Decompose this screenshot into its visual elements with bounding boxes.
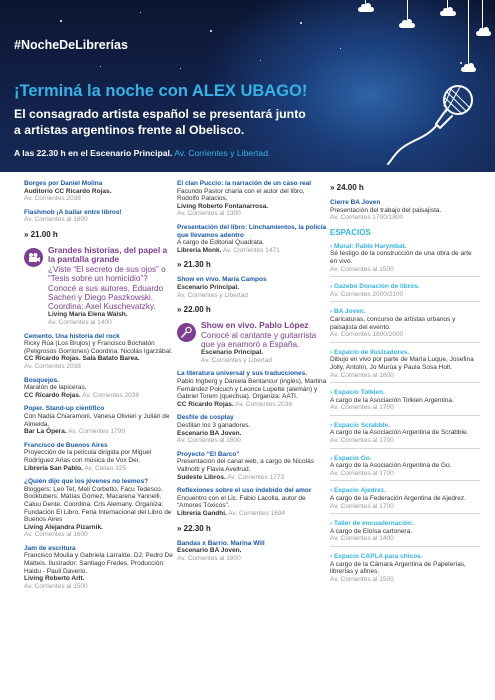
subheadline-line-2: a artistas argentinos frente al Obelisco. [14,123,245,137]
event-title: Presentación del libro: Linchamientos, la policía que llevamos adentro [177,223,327,239]
event-item [330,199,480,222]
event-venue: Living Roberto Arlt. [24,575,85,583]
espacio-item [330,308,480,342]
espacio-title: › Espacio Ajedrez. [330,487,386,495]
event-address: Av. Corrientes 2038 [24,363,81,371]
event-title: Bandas x Barrio. Marina Will [177,539,265,547]
event-venue: Sudeste Libros. [177,473,226,481]
time-heading: » 22.00 h [177,305,211,315]
event-address: Av. Corrientes 1694 [228,509,286,517]
event-item [177,414,327,444]
event-address: Av. Corrientes 1773 [227,473,285,481]
espacio-address: Av. Corrientes al 1700 [330,469,394,477]
espacio-description: A cargo de Eloísa cartonera. [330,527,413,535]
star-decoration [340,48,341,49]
featured-event [24,246,174,327]
time-heading: » 24.00 h [330,183,364,192]
event-title: ¿Quién dijo que los jóvenes no leemos? [24,478,149,486]
event-title: El clan Puccio: la narración de un caso real [177,180,312,187]
divider [330,513,480,514]
espacio-address: Av. Corrientes 1800/2000 [330,331,404,339]
featured-description: ¿Viste “El secreto de sus ojos” o “Tesis sobre un homicidio”? Conocé a sus autores, Eduardo Sacheri y Diego Paszkowski. Coordina: Axel Kuschevatzky. [48,264,166,312]
time-heading: » 21.30 h [177,260,211,270]
espacio-address: Av. Corrientes al 1500 [330,265,394,273]
event-address: Av. Corrientes 1700/1800 [330,214,404,222]
event-title: Jam de escritura [24,544,76,552]
cloud-icon [476,31,491,36]
event-item [24,442,174,472]
event-title: Reflexiones sobre el uso indebido del amor [177,487,312,495]
schedule-column-2 [177,180,327,568]
event-venue: Living Alejandra Pizarnik. [24,523,103,531]
event-address: Av. Corrientes 1799 [68,428,125,436]
espacio-item [330,553,480,583]
espacio-description: Sé testigo de la construcción de una obra de arte en vivo. [330,250,472,265]
espacio-item [330,243,480,277]
event-address: Av. Corrientes al 1300 [177,210,241,218]
event-address: Av. Corrientes al 1800 [24,216,88,224]
time-heading: » 21.00 h [24,229,58,239]
event-venue: CC Ricardo Rojas. [24,391,81,399]
star-decoration [210,30,212,32]
featured-title: Show en vivo. Pablo López [201,320,309,331]
event-venue: Bar La Ópera. [24,428,67,436]
divider [330,342,480,343]
event-venue: Librería Gandhi. [177,509,227,517]
event-item [177,451,327,481]
event-address: Av. Callao 325 [84,464,127,472]
event-item [177,370,327,408]
event-description: Desfilan los 3 ganadores. [177,421,251,429]
event-item [177,487,327,517]
espacio-address: Av. Corrientes al 1700 [330,404,394,412]
espacio-address: Av. Corrientes al 1400 [330,535,394,543]
espacio-address: Av. Corrientes al 1700 [330,437,394,445]
star-decoration [100,66,101,67]
event-title: Cemento. Una historia del rock [24,332,120,340]
cloud-icon [358,7,374,12]
star-decoration [300,22,302,24]
espacio-description: A cargo de la Asociación Tolkien Argentina. [330,396,454,404]
event-item [24,405,174,435]
event-title: Borges por Daniel Molina [24,180,103,187]
espacios-heading: ESPACIOS [330,227,371,237]
event-title: Desfile de cosplay [177,414,234,422]
subheadline-line-1: El consagrado artista español se presentará junto [14,107,306,121]
event-description: Presentación del trabajo del paisajista. [330,206,442,214]
divider [330,382,480,383]
event-address: Av. Corrientes 2038 [235,400,293,408]
divider [330,276,480,277]
espacio-description: A cargo de la Asociación Argentina de Scrabble. [330,429,469,437]
event-item [24,209,174,224]
event-address: Av. Corrientes 1471 [222,246,280,254]
espacio-item [330,422,480,449]
featured-event [177,321,327,364]
star-decoration [180,68,181,69]
espacio-title: › BA Joven. [330,308,366,316]
espacio-title: › Gazebo Donación de libros. [330,283,420,291]
event-time-place: A las 22.30 h en el Escenario Principal. [14,148,173,158]
cloud-icon [440,11,456,16]
event-title: Cierre BA Joven [330,199,381,206]
event-description: Ricky Rúa (Los Brujos) y Francisco Bochatón (Peligrosos Gorriones) Coordina: Nicolás Igarzábal. [24,340,173,355]
event-description: A cargo de Editorial Quadrata. [177,239,265,247]
microphone-icon [382,82,478,167]
subheadline [14,106,306,138]
event-address: Av. Corrientes 2038 [24,195,81,203]
event-address: Av. Corrientes al 1800 [177,437,241,445]
espacio-title: › Espacio de Ilustradores. [330,348,410,356]
event-item [177,224,327,254]
star-decoration [260,60,261,61]
event-title: Poper. Stand-up científico [24,405,105,413]
schedule-column-1 [24,180,174,596]
divider [330,480,480,481]
star-decoration [140,12,141,13]
cloud-string [468,0,469,66]
event-address: Av. Corrientes al 1500 [24,582,88,590]
event-title: La literatura universal y sus traducciones. [177,370,308,378]
event-description: Con Nadia Chiaramoni, Vanesa Olivieri y Julián de Almeida. [24,412,170,428]
event-description: Facundo Pastor charla con el autor del libro, Rodolfo Palacios. [177,187,305,203]
event-venue: Living María Elena Walsh. [48,311,128,319]
microphone-icon [177,323,196,342]
event-item [24,377,174,400]
featured-description: Conocé al cantante y guitarrista que ya enamoró a España. [201,330,317,349]
event-item [177,180,327,218]
espacio-description: A cargo de la Asociación Argentina de Go. [330,462,452,470]
event-venue: CC Ricardo Rojas. Sala Batato Barea. [24,355,140,363]
espacio-item [330,349,480,383]
event-address: Av. Corrientes y Libertad [201,356,272,364]
event-address: Av. Corrientes y Libertad [177,291,248,299]
event-venue: Escenario BA Joven. [177,547,242,555]
event-description: Pablo Ingberg y Daniela Bentancur (inglés), Martina Fernández Polcuch y Leonce Lupette (alemán) y Gabriel Torem (quechua). Organiza: AATI. [177,378,327,401]
event-description: Francisco Moulia y Gabriela Larralde. DJ: Pedro De Matteis. Ilustrador: Santiago Fredes. Producción: Haidu - Pauli Daverio. [24,552,173,575]
espacio-title: › Espacio Go. [330,454,372,462]
event-address: Av. Corrientes y Libertad. [174,148,271,158]
schedule-column-3 [330,180,480,589]
event-item [177,540,327,563]
event-title: Bosquejos. [24,376,60,384]
cloud-icon [399,23,415,28]
event-address: Av. Corrientes al 1800 [177,554,241,562]
event-item [24,545,174,591]
event-title: Flashmob ¡A bailar entre libros! [24,208,122,216]
espacio-address: Av. Corrientes al 1500 [330,575,394,583]
divider [330,415,480,416]
espacio-title: › Espacio Scrabble. [330,421,390,429]
espacio-description: Caricaturas, concurso de artistas urbanos y paisajista del evento. [330,315,456,331]
hashtag: #NocheDeLibrerías [14,38,128,52]
espacio-title: › Espacio CAPLA para chicos. [330,553,423,560]
time-heading: » 22.30 h [177,523,211,533]
event-venue: Escenario BA Joven. [177,429,242,437]
event-venue: CC Ricardo Rojas. [177,400,234,408]
event-description: Presentación del canal web, a cargo de Nicolás Vallnotti y Flavia Avellrud. [177,458,314,473]
espacio-item [330,520,480,547]
espacio-item [330,283,480,302]
event-item [24,478,174,539]
espacio-title: › Espacio Tolkien. [330,389,385,397]
espacio-description: Dibujo en vivo por parte de María Luque, Josefina Jolly, Antolín, Jo Murúa y Paula Sosa Holt. [330,356,474,371]
espacio-title: › Taller de encuadernación. [330,520,414,528]
event-description: Proyección de la película dirigida por Miguel Rodríguez Arias con música de Vox Dei. [24,449,152,464]
espacio-address: Av. Corrientes 2000/2100 [330,290,404,298]
hero-banner [0,0,495,172]
espacio-item [330,455,480,482]
espacio-description: A cargo de la Federación Argentina de Ajedrez. [330,495,466,503]
divider [330,301,480,302]
event-item [24,180,174,203]
espacio-title: › Mural: Pablo Harymbat. [330,242,407,250]
event-venue: Living Roberto Fontanarrosa. [177,202,269,210]
event-item [24,333,174,371]
featured-title: Grandes historias, del papel a la pantalla grande [48,244,168,265]
star-decoration [460,62,462,64]
espacio-item [330,389,480,416]
event-venue: Escenario Principal. [201,349,264,357]
espacio-item [330,487,480,514]
event-location [14,148,270,158]
event-address: Av. Corrientes al 1600 [24,531,88,539]
event-venue: Librería Monk. [177,246,222,254]
event-address: Av. Corrientes 2038 [82,391,140,399]
event-title: Francisco de Buenos Aires [24,441,108,449]
espacio-address: Av. Corrientes al 1600 [330,371,394,379]
cloud-string [482,0,483,30]
event-venue: Auditorio CC Ricardo Rojas. [24,187,112,195]
event-description: Encuentro con el Lic. Fabio Lacolla, autor de “Amores Tóxicos”. [177,494,306,510]
event-address: Av. Corrientes al 1400 [48,319,112,327]
headline: ¡Terminá la noche con ALEX UBAGO! [14,82,308,100]
event-item [177,276,327,299]
event-description: Bloggers: Leo Tet, Meli Corbetto, Facu Tedesco. Booktubers: Matías Gómez, Macarena Yannelli, Caluu Dente. Coordina: Cris Alemany. Organiza: Fundación El Libro. Feria Internacional del Libro de Buenos Aires [24,485,172,524]
espacio-description: A cargo de la Cámara Argentina de Papelerías, librerías y afines. [330,560,466,576]
event-venue: Librería San Pablo. [24,464,83,472]
event-title: Proyecto “El Barco” [177,450,240,458]
event-title: Show en vivo. María Campos [177,276,267,284]
divider [330,546,480,547]
espacio-address: Av. Corrientes al 1700 [330,502,394,510]
divider [330,448,480,449]
event-description: Maratón de lapiceras. [24,384,87,392]
cloud-icon [461,67,476,72]
event-venue: Escenario Principal. [177,283,240,291]
movie-camera-icon [24,248,43,267]
star-decoration [60,20,62,22]
